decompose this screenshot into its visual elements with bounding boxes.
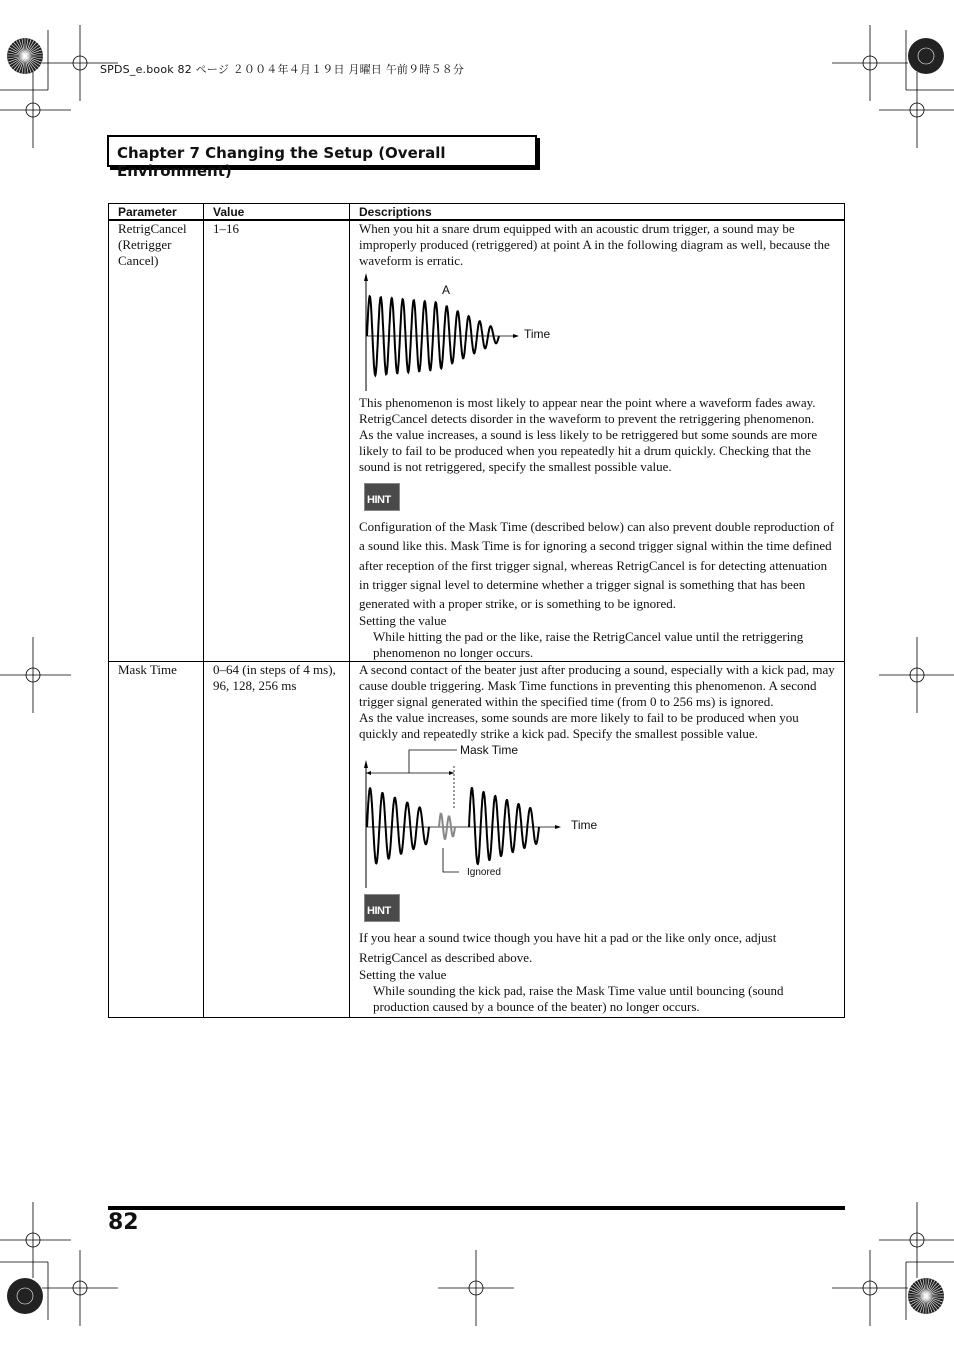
- table-row: [109, 220, 845, 662]
- point-a-label: A: [442, 283, 451, 297]
- table-row: [109, 662, 845, 1018]
- retrig-setting-head: Setting the value: [359, 613, 447, 629]
- mask-hint: If you hear a sound twice though you have hit a pad or the like only once, adjust RetrigCancel as described above.: [359, 930, 777, 965]
- hint-icon: HINT: [364, 894, 400, 922]
- parameter-table: [108, 203, 845, 1018]
- mask-para2: As the value increases, some sounds are more likely to fail to be produced when you quickly and repeatedly strike a kick pad. Specify the smallest possible value.: [359, 710, 799, 742]
- retrig-hint: Configuration of the Mask Time (described below) can also prevent double reproduction of a sound like this. Mask Time is for ignoring a second trigger signal within the time defined after reception of the first trigger signal, whereas RetrigCancel is for detecting attenuation in trigger signal level to determine whether a trigger signal is something that has been generated with a proper strike, or is something to be ignored.: [359, 519, 835, 612]
- header-parameter: Parameter: [109, 204, 204, 221]
- chapter-title: Chapter 7 Changing the Setup (Overall Environment): [117, 144, 446, 180]
- retrig-para2: This phenomenon is most likely to appear near the point where a waveform fades away. RetrigCancel detects disorder in the waveform to prevent the retriggering phenomenon.: [359, 395, 816, 426]
- header-descriptions: Descriptions: [350, 204, 845, 221]
- file-info-line: SPDS_e.book 82 ページ ２００４年４月１９日 月曜日 午前９時５８分: [100, 63, 465, 76]
- hint-icon: HINT: [364, 483, 400, 511]
- param-mask: Mask Time: [109, 662, 204, 1018]
- retrig-waveform-diagram: [359, 269, 836, 395]
- mask-intro: A second contact of the beater just after producing a sound, especially with a kick pad, may cause double triggering. Mask Time functions in preventing this phenomenon. A second trigger signal generated within the specified time (from 0 to 256 ms) is ignored.: [359, 662, 835, 710]
- desc-retrig: [350, 220, 845, 662]
- footer-rule: [108, 1206, 845, 1210]
- desc-mask: [350, 662, 845, 1018]
- mask-setting-head: Setting the value: [359, 967, 447, 983]
- mask-setting-text: While sounding the kick pad, raise the Mask Time value until bouncing (sound production caused by a bounce of the beater) no longer occurs.: [373, 983, 784, 1015]
- param-retrig: RetrigCancel (Retrigger Cancel): [109, 220, 204, 662]
- retrig-intro: When you hit a snare drum equipped with an acoustic drum trigger, a sound may be improperly produced (retriggered) at point A in the following diagram as well, because the waveform is erratic.: [359, 221, 830, 268]
- retrig-para3: As the value increases, a sound is less likely to be retriggered but some sounds are more likely to fail to be produced when you repeatedly hit a drum quickly. Checking that the sound is not retriggered, specify the smallest possible value.: [359, 427, 818, 474]
- time-label: Time: [571, 818, 598, 833]
- header-value: Value: [204, 204, 350, 221]
- page-number: 82: [108, 1210, 139, 1235]
- value-retrig: 1–16: [204, 220, 350, 662]
- table-header-row: [109, 204, 845, 221]
- chapter-heading: [107, 135, 537, 180]
- ignored-label: Ignored: [467, 867, 501, 879]
- mask-time-label: Mask Time: [460, 743, 519, 758]
- value-mask: 0–64 (in steps of 4 ms), 96, 128, 256 ms: [204, 662, 350, 1018]
- retrig-setting-text: While hitting the pad or the like, raise the RetrigCancel value until the retriggering phenomenon no longer occurs.: [373, 629, 804, 661]
- time-label: Time: [524, 327, 551, 341]
- mask-waveform-diagram: [359, 742, 836, 892]
